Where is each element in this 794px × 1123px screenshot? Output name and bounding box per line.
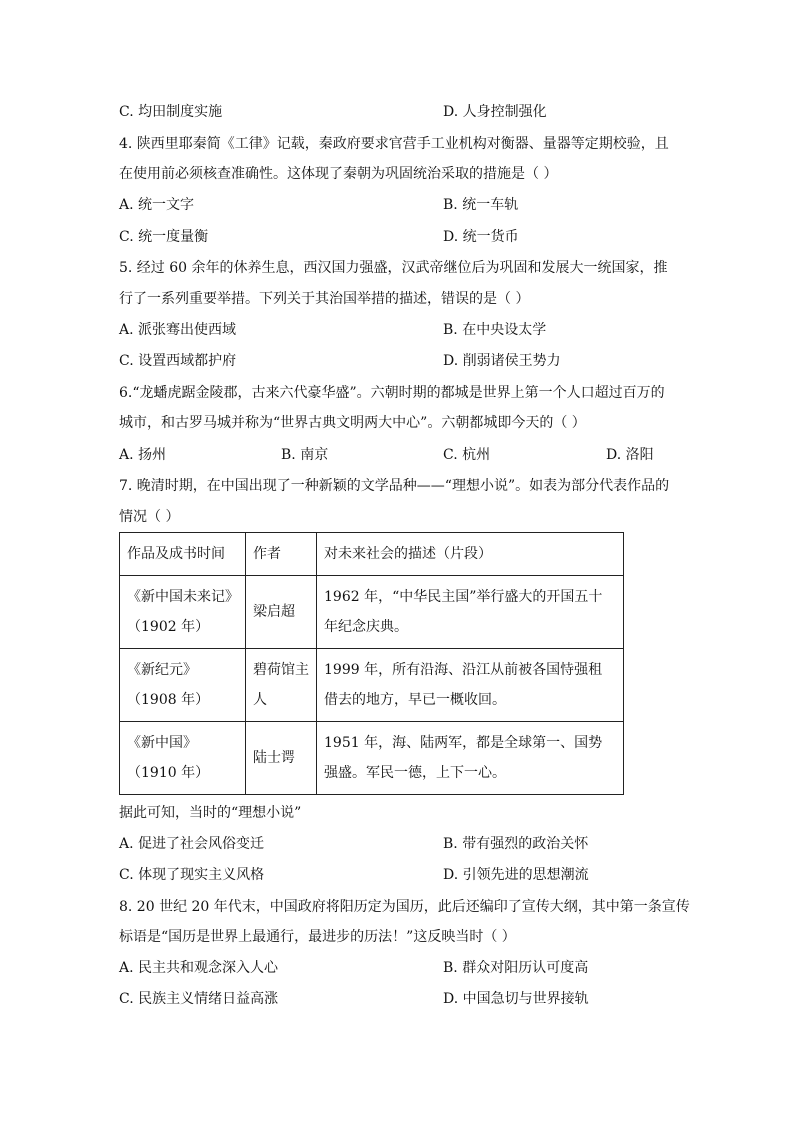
header-work: 作品及成书时间 [120,533,246,576]
q7-option-b: B. 带有强烈的政治关怀 [443,836,589,852]
works-table [119,532,624,795]
q8-option-b: B. 群众对阳历认可度高 [443,960,589,976]
table-row [120,722,624,795]
cell-work [120,722,246,795]
q7-stem-line2: 情况（ ） [119,509,180,525]
table-row [120,576,624,649]
q8-stem-line1: 8. 20 世纪 20 年代末，中国政府将阳历定为国历，此后还编印了宣传大纲，其中第一条宣传 [119,899,690,915]
work-year: （1910 年） [127,765,210,781]
q7-option-c: C. 体现了现实主义风格 [119,867,265,883]
cell-description: 1951 年，海、陆两军，都是全球第一、国势强盛。军民一德，上下一心。 [317,722,624,795]
q8-stem-line2: 标语是“国历是世界上最通行，最进步的历法！”这反映当时（ ） [119,929,516,945]
q8-option-a: A. 民主共和观念深入人心 [119,960,279,976]
work-year: （1902 年） [127,619,210,635]
cell-description: 1999 年，所有沿海、沿江从前被各国恃强租借去的地方，早已一概收回。 [317,649,624,722]
table-row [120,649,624,722]
q7-option-d: D. 引领先进的思想潮流 [443,867,589,883]
q5-option-d: D. 削弱诸侯王势力 [443,353,561,369]
q4-option-a: A. 统一文字 [119,197,195,213]
q7-conclusion: 据此可知，当时的“理想小说” [119,805,302,821]
q6-option-c: C. 杭州 [443,447,491,463]
q4-option-c: C. 统一度量衡 [119,229,209,245]
q3-option-c: C. 均田制度实施 [119,104,223,120]
q6-stem-line1: 6.“龙蟠虎踞金陵郡，古来六代豪华盛”。六朝时期的都城是世界上第一个人口超过百万的 [119,385,665,401]
q4-option-b: B. 统一车轨 [443,197,519,213]
q6-option-b: B. 南京 [281,447,329,463]
work-title: 《新纪元》 [127,662,197,678]
cell-author: 碧荷馆主人 [246,649,317,722]
q8-option-d: D. 中国急切与世界接轨 [443,991,589,1007]
q3-option-d: D. 人身控制强化 [443,104,547,120]
q5-stem-line1: 5. 经过 60 余年的休养生息，西汉国力强盛，汉武帝继位后为巩固和发展大一统国家，推 [119,260,668,276]
table-header-row [120,533,624,576]
cell-work [120,576,246,649]
q7-stem-line1: 7. 晚清时期，在中国出现了一种新颖的文学品种——“理想小说”。如表为部分代表作品的 [119,478,670,494]
work-title: 《新中国》 [127,735,197,751]
work-title: 《新中国未来记》 [127,589,239,605]
cell-author: 梁启超 [246,576,317,649]
q7-option-a: A. 促进了社会风俗变迁 [119,836,265,852]
header-author: 作者 [246,533,317,576]
cell-author: 陆士谔 [246,722,317,795]
q5-stem-line2: 行了一系列重要举措。下列关于其治国举措的描述，错误的是（ ） [119,291,530,307]
cell-description: 1962 年，“中华民主国”举行盛大的开国五十年纪念庆典。 [317,576,624,649]
q4-stem-line2: 在使用前必须核查准确性。这体现了秦朝为巩固统治采取的措施是（ ） [119,166,558,182]
q4-option-d: D. 统一货币 [443,229,519,245]
q6-option-d: D. 洛阳 [606,447,654,463]
cell-work [120,649,246,722]
q6-option-a: A. 扬州 [119,447,167,463]
work-year: （1908 年） [127,692,210,708]
q5-option-c: C. 设置西域都护府 [119,353,237,369]
header-description: 对未来社会的描述（片段） [317,533,624,576]
q4-stem-line1: 4. 陕西里耶秦简《工律》记载，秦政府要求官营手工业机构对衡器、量器等定期校验，且 [119,136,669,152]
q8-option-c: C. 民族主义情绪日益高涨 [119,991,279,1007]
q5-option-a: A. 派张骞出使西域 [119,322,237,338]
q5-option-b: B. 在中央设太学 [443,322,547,338]
q6-stem-line2: 城市，和古罗马城并称为“世界古典文明两大中心”。六朝都城即今天的（ ） [119,415,586,431]
